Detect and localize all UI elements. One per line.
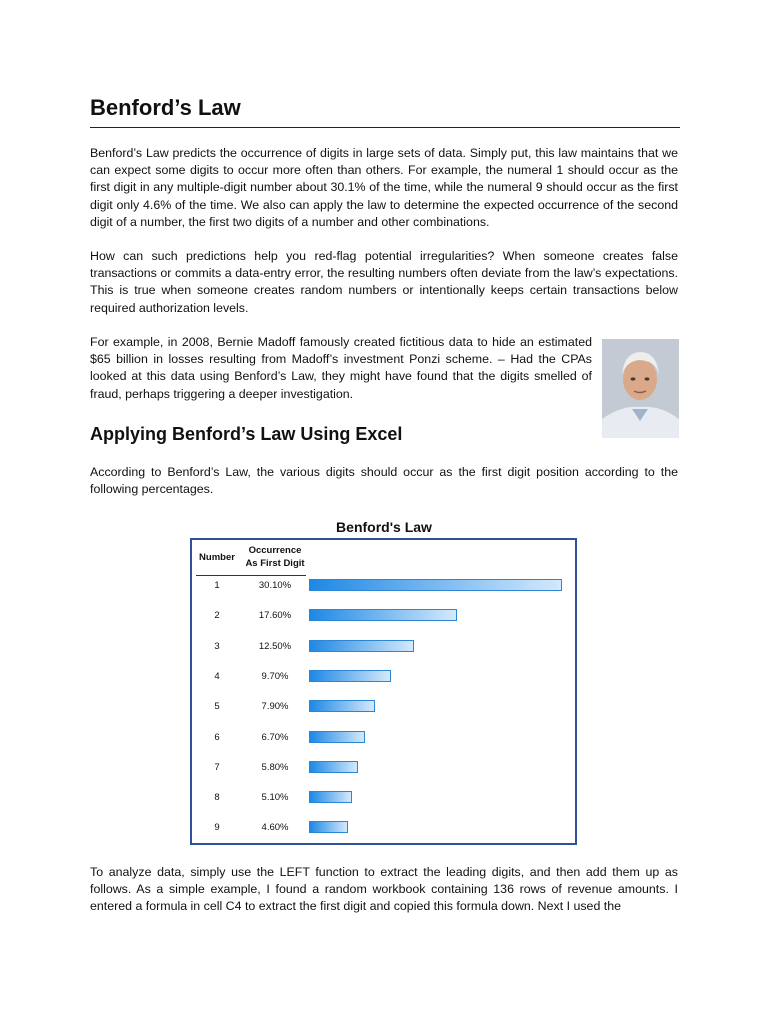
occurrence-bar [309,731,365,743]
header-occurrence: Occurrence As First Digit [245,545,305,569]
occurrence-bar [309,761,358,773]
row-number: 3 [214,640,220,652]
paragraph-intro: Benford’s Law predicts the occurrence of digits in large sets of data. Simply put, this law maintains that we can expect some digits to occur more often than others. For example, the numeral 1 should occur as the first digit in any multiple-digit number about 30.1% of the time, while the numeral 9 should occur as the first digit only 4.6% of the time. We also can apply the law to determine the expected occurrence of the second digit of a number, the first two digits of a number and other combinations. [90,146,678,229]
row-percentage: 7.90% [261,701,289,713]
paragraph-madoff: For example, in 2008, Bernie Madoff famously created fictitious data to hide an estimated $65 billion in losses resulting from Madoff’s investment Ponzi scheme. – Had the CPAs looked at this data using Benford’s Law, they might have found that the digits smelled of fraud, perhaps triggering a deeper investigation. [90,335,592,401]
row-number: 2 [214,610,220,622]
occurrence-bar [309,609,457,621]
chart-title: Benford's Law [336,519,432,535]
occurrence-bar [309,670,391,682]
paragraph-irregularities: How can such predictions help you red-flag potential irregularities? When someone creates false transactions or commits a data-entry error, the resulting numbers often deviate from the law’s expectations. This is true when someone creates random numbers or intentionally keeps certain transactions below required authorization levels. [90,249,678,315]
occurrence-bar [309,791,352,803]
row-percentage: 12.50% [258,640,292,652]
row-percentage: 5.80% [261,761,289,773]
row-number: 1 [214,580,220,591]
occurrence-bar [309,700,375,712]
page-title: Benford’s Law [90,95,680,128]
row-number: 5 [214,701,220,713]
row-number: 8 [214,792,220,804]
paragraph-percentages: According to Benford’s Law, the various digits should occur as the first digit position according to the following percentages. [90,465,678,497]
row-percentage: 30.10% [258,580,292,591]
row-number: 9 [214,822,220,834]
bar-data-label: 30.10% [525,580,558,591]
occurrence-bar [309,640,414,652]
occurrence-bar [309,821,348,833]
row-percentage: 17.60% [258,610,292,622]
benford-chart [190,538,577,845]
header-number: Number [199,552,235,563]
section-heading: Applying Benford’s Law Using Excel [90,424,403,444]
header-divider [196,575,306,576]
portrait-photo [602,339,679,438]
row-percentage: 5.10% [261,792,289,804]
paragraph-analysis: To analyze data, simply use the LEFT function to extract the leading digits, and then add them up as follows. As a simple example, I found a random workbook containing 136 rows of revenue amounts. I entered a formula in cell C4 to extract the first digit and copied this formula down. Next I used the [90,865,678,914]
row-number: 7 [214,761,220,773]
row-percentage: 9.70% [261,670,289,682]
row-percentage: 4.60% [261,822,289,834]
row-number: 6 [214,731,220,743]
row-number: 4 [214,670,220,682]
row-percentage: 6.70% [261,731,289,743]
